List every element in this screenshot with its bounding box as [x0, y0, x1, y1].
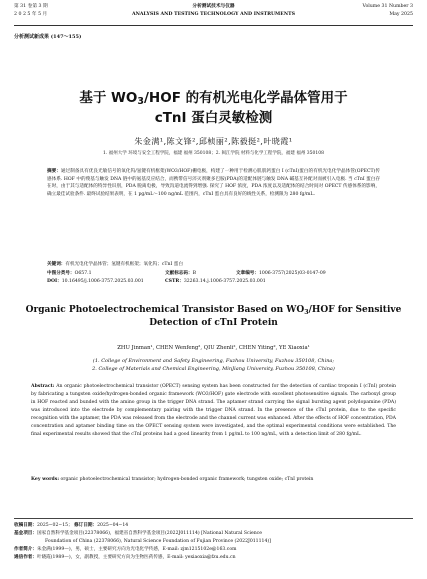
affiliation-chinese: 1. 福州大学 环境与安全工程学院，福建 福州 350108；2. 闽江学院 材料与化学工程学院，福建 福州 350108 — [103, 151, 324, 156]
keywords-chinese: 关键词：有机光电化学晶体管；氢键有机框架；氧化钨；cTnI 蛋白 — [47, 262, 183, 267]
funding-info: 基金项目：国家自然科学基金项目(22378066)，福建省自然科学基金项目(2022J011114) [National Natural Science — [14, 531, 262, 536]
keywords-english: Key words: organic photoelectrochemical transistor; hydrogen-bonded organic framework; tungsten oxide; cTnI protein — [31, 477, 314, 482]
doi-link[interactable]: 10.16495/j.1006-3757.2025.03.001 — [61, 278, 144, 284]
received-dates: 收稿日期：2025−02−15； 修订日期：2025−04−14 — [14, 523, 129, 528]
corresponding-author: 通信作者：叶晓霞(1989—)，女，副教授，主要研究方向为生物医药传感，E-mail: yexiaoxia@fzu.edu.cn — [14, 555, 236, 560]
affiliation-english: (1. College of Environment and Safety Engineering, Fuzhou University, Fuzhou 350108, China; 2. College of Materials and Chemical Engineering, MinJiang University, Fuzhou 350108, China) — [92, 358, 335, 372]
document-code: B — [192, 271, 196, 276]
authors-english: ZHU Jinman¹, CHEN Wenfeng², QIU Zhenli², CHEN Yiting², YE Xiaoxia¹ — [117, 345, 310, 351]
cstr-number: 32263.14.j.1006-3757.2025.03.001 — [183, 278, 266, 284]
author-bio: 作者简介：朱金满(1999—)，男，硕士，主要研究方向为光电化学传感，E-mail: zjm1215102e@163.com — [14, 547, 237, 552]
abstract-english — [31, 383, 396, 439]
header-volume-cn: 第 31 卷第 3 期 2 0 2 5 年 5 月 — [14, 4, 48, 17]
abstract-en-label: Abstract: — [31, 384, 55, 389]
running-header — [14, 3, 413, 26]
funding-info-continued: Foundation of China (22378066), Natural Science Foundation of Fujian Province (2022J011114)] — [45, 539, 271, 544]
footnotes — [14, 518, 413, 562]
title-english: Organic Photoelectrochemical Transistor Based on $WO_3$/HOF for Sensitive Detection of cTnI Protein — [25, 305, 402, 328]
classification-info: 中图分类号：O657.1 文献标志码：B 文章编号：1006-3757(2025)03-0147-09 DOI：10.16495/j.1006-3757.2025.03.001 CSTR：32263.14.j.1006-3757.2025.03.001 — [47, 271, 326, 284]
abstract-chinese — [47, 168, 380, 199]
article-number: 1006-3757(2025)03-0147-09 — [258, 271, 326, 276]
authors-chinese: 朱金满¹,陈文锋²,邱桢丽²,陈毅挺²,叶晓霞¹ — [134, 137, 293, 146]
header-volume-en: Volume 31 Number 3 May 2025 — [362, 4, 413, 17]
header-journal-name: 分析测试技术与仪器 ANALYSIS AND TESTING TECHNOLOGY AND INSTRUMENTS — [132, 4, 295, 17]
abstract-cn-text: 通过制备具有优良光敏信号的氧化钨/氢键有机框架(WO3/HOF)栅电极，构建了一种用于检测心肌肌钙蛋白 I (cTnI)蛋白的有机光电化学晶体管(OPECT)传感体系. HOF 中的羧基与触发 DNA 链中的氨基反应结合，而携带信号淬灭剂聚多巴胺(PDA)的适配体链与触发 DNA 碱基互补配对而被引入电极. 当 cTnI 蛋白存在时，由于其与适配体的特异性识别，PDA 脱离电极，导致沟道电流得到增强. 探究了 HOF 浓度，PDA 浓度以及适配体的结合时间对 OPECT 传感体系的影响，确立最佳试验条件. 最终试验结果表明，在 1 pg/mL～100 ng/mL 范围内，cTnI 蛋白具有良好的线性关系，检测限为 280 fg/mL. — [47, 169, 380, 198]
clc-number: O657.1 — [74, 271, 92, 276]
title-chinese: 基于 $WO_3$/HOF 的有机光电化学晶体管用于 cTnI 蛋白灵敏检测 — [79, 90, 348, 126]
abstract-cn-label: 摘要： — [47, 169, 61, 174]
abstract-en-text: An organic photoelectrochemical transistor (OPECT) sensing system has been constructed for the detection of cardiac troponin I (cTnI) protein by fabricating a tungsten oxide/hydrogen-bonded organic framework (WO3/HOF) gate electrode with excellent photosensitive signals. The carboxyl group in HOF reacted and bunded with the amino group in the trigger DNA strand. The aptamer strand carrying the signal bursting agent polydopamine (PDA) was introduced into the electrode by complementary pairing with the trigger DNA strand. In the presence of the cTnI protein, due to the specific recognition with the aptamer, the PDA was released from the electrode and the channel current was enhanced. After the effects of HOF concentration, PDA concentration and aptamer binding time on the OPECT sensing system were investigated, and the optimal experimental conditions were established. The final experimental results showed that the cTnI proteins had a good linearity from 1 pg/mL to 100 ng/mL, with a detection limit of 280 fg/mL. — [31, 384, 396, 437]
section-label: 分析测试新成果 (147～155) — [14, 34, 82, 40]
